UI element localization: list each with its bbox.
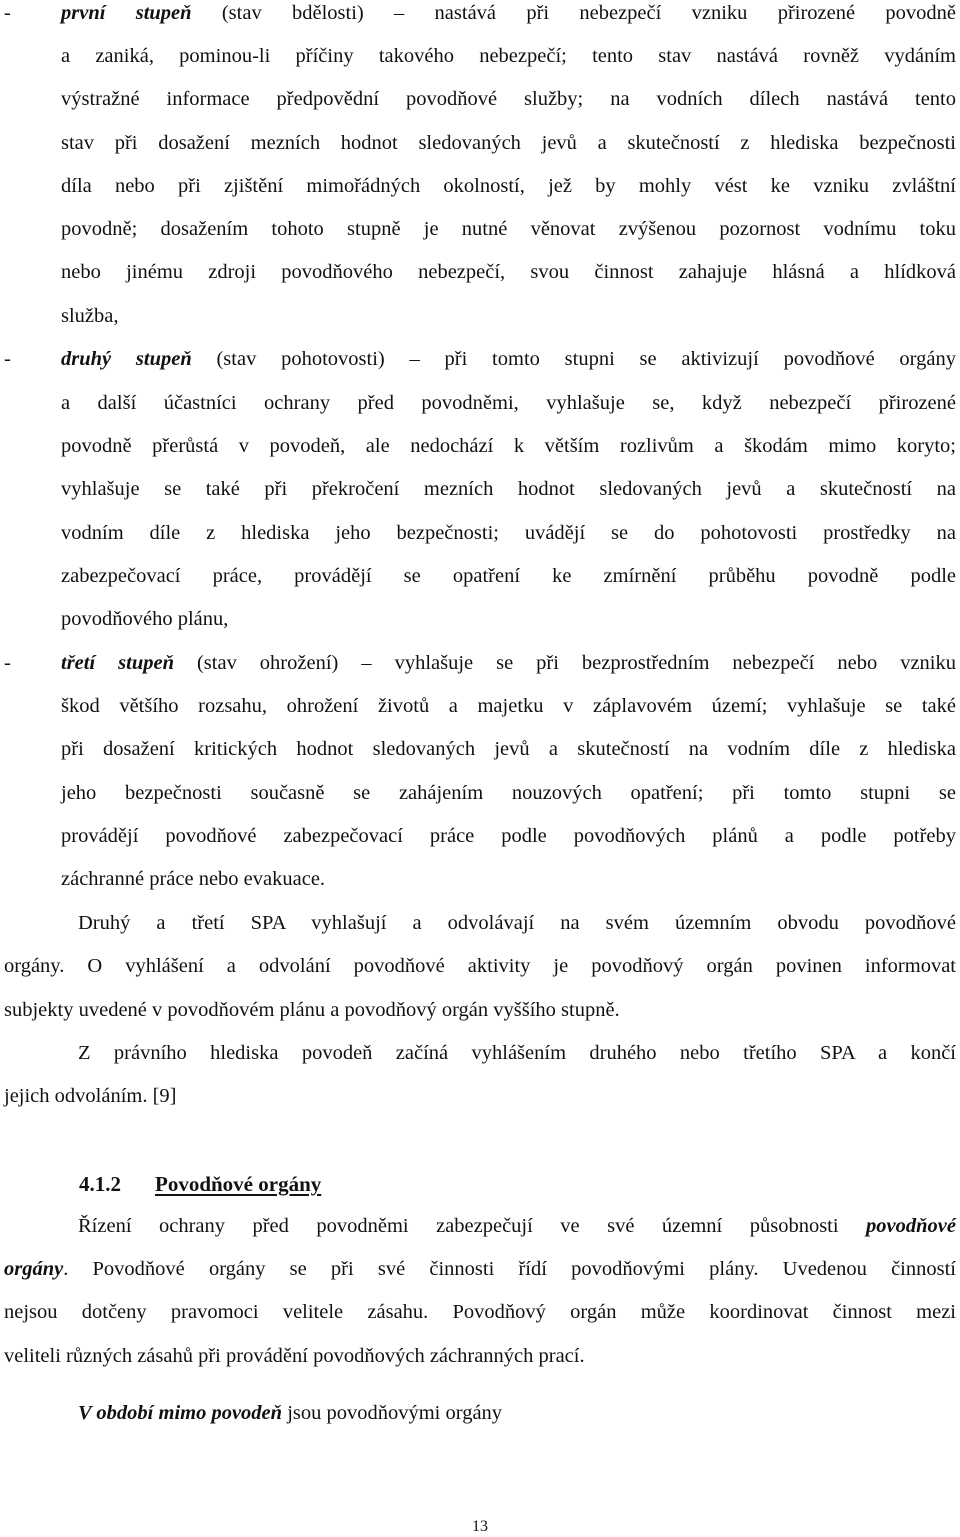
list-item-3-line-6: záchranné práce nebo evakuace. [61, 868, 326, 890]
emphasis-term: povodňové [866, 1215, 956, 1237]
emphasis-term: V období mimo povodeň [78, 1402, 283, 1424]
paragraph-1-line-1: Druhý a třetí SPA vyhlašují a odvolávají na svém územním obvodu povodňové [78, 912, 956, 934]
list-item-2-line-4: vyhlašuje se také při překročení mezních hodnot sledovaných jevů a skutečností na [61, 478, 956, 500]
list-item-1-line-5: díla nebo při zjištění mimořádných okolností, jež by mohly vést ke vzniku zvláštní [61, 175, 956, 197]
list-item-1-line-7: nebo jinému zdroji povodňového nebezpečí, svou činnost zahajuje hlásná a hlídková [61, 261, 956, 283]
list-item-2-line-1: druhý stupeň (stav pohotovosti) – při tomto stupni se aktivizují povodňové orgány [61, 348, 956, 370]
list-item-1-line-2: a zaniká, pominou-li příčiny takového nebezpečí; tento stav nastává rovněž vydáním [61, 45, 956, 67]
list-item-3-line-3: při dosažení kritických hodnot sledovaných jevů a skutečností na vodním díle z hlediska [61, 738, 956, 760]
list-item-3-line-2: škod většího rozsahu, ohrožení životů a majetku v záplavovém území; vyhlašuje se také [61, 695, 956, 717]
paragraph-1-line-2: orgány. O vyhlášení a odvolání povodňové aktivity je povodňový orgán povinen informovat [4, 955, 956, 977]
list-item-3-line-1: třetí stupeň (stav ohrožení) – vyhlašuje se při bezprostředním nebezpečí nebo vzniku [61, 652, 956, 674]
list-item-3-term: třetí stupeň [61, 652, 174, 674]
list-dash: - [4, 2, 11, 24]
section-number: 4.1.2 [79, 1172, 121, 1196]
list-item-2-line-6: zabezpečovací práce, provádějí se opatření ke zmírnění průběhu povodně podle [61, 565, 956, 587]
paragraph-3-line-3: nejsou dotčeny pravomoci velitele zásahu. Povodňový orgán může koordinovat činnost mezi [4, 1301, 956, 1323]
list-item-2-term: druhý stupeň [61, 348, 192, 370]
section-title: Povodňové orgány [155, 1172, 322, 1196]
paragraph-3-line-1: Řízení ochrany před povodněmi zabezpečují ve své územní působnosti povodňové [78, 1215, 956, 1237]
page-number: 13 [472, 1518, 488, 1535]
list-item-2-line-2: a další účastníci ochrany před povodněmi, vyhlašuje se, když nebezpečí přirozené [61, 392, 956, 414]
list-item-1-line-3: výstražné informace předpovědní povodňové služby; na vodních dílech nastává tento [61, 88, 956, 110]
emphasis-term: orgány [4, 1258, 64, 1280]
paragraph-4: V období mimo povodeň jsou povodňovými orgány [78, 1402, 503, 1424]
list-item-1-line-8: služba, [61, 305, 119, 327]
list-item-3-line-4: jeho bezpečnosti současně se zahájením nouzových opatření; při tomto stupni se [61, 782, 956, 804]
list-item-1-line-1: první stupeň (stav bdělosti) – nastává při nebezpečí vzniku přirozené povodně [61, 2, 957, 24]
list-item-1-line-4: stav při dosažení mezních hodnot sledovaných jevů a skutečností z hlediska bezpečnosti [61, 132, 956, 154]
list-item-2-line-3: povodně přerůstá v povodeň, ale nedochází k větším rozlivům a škodám mimo koryto; [61, 435, 956, 457]
list-item-3-line-5: provádějí povodňové zabezpečovací práce podle povodňových plánů a podle potřeby [61, 825, 956, 847]
list-dash: - [4, 652, 11, 674]
list-item-1-line-6: povodně; dosažením tohoto stupně je nutné věnovat zvýšenou pozornost vodnímu toku [61, 218, 956, 240]
paragraph-2-line-2: jejich odvoláním. [9] [4, 1085, 177, 1107]
paragraph-1-line-3: subjekty uvedené v povodňovém plánu a povodňový orgán vyššího stupně. [4, 999, 620, 1021]
list-item-1-term: první stupeň [61, 2, 192, 24]
list-dash: - [4, 348, 11, 370]
paragraph-3-line-4: veliteli různých zásahů při provádění povodňových záchranných prací. [4, 1345, 585, 1367]
section-heading [79, 1170, 321, 1198]
list-item-2-line-5: vodním díle z hlediska jeho bezpečnosti; uvádějí se do pohotovosti prostředky na [61, 522, 956, 544]
paragraph-2-line-1: Z právního hlediska povodeň začíná vyhlášením druhého nebo třetího SPA a končí [78, 1042, 956, 1064]
paragraph-3-line-2: orgány. Povodňové orgány se při své činnosti řídí povodňovými plány. Uvedenou činností [4, 1258, 956, 1280]
list-item-2-line-7: povodňového plánu, [61, 608, 229, 630]
